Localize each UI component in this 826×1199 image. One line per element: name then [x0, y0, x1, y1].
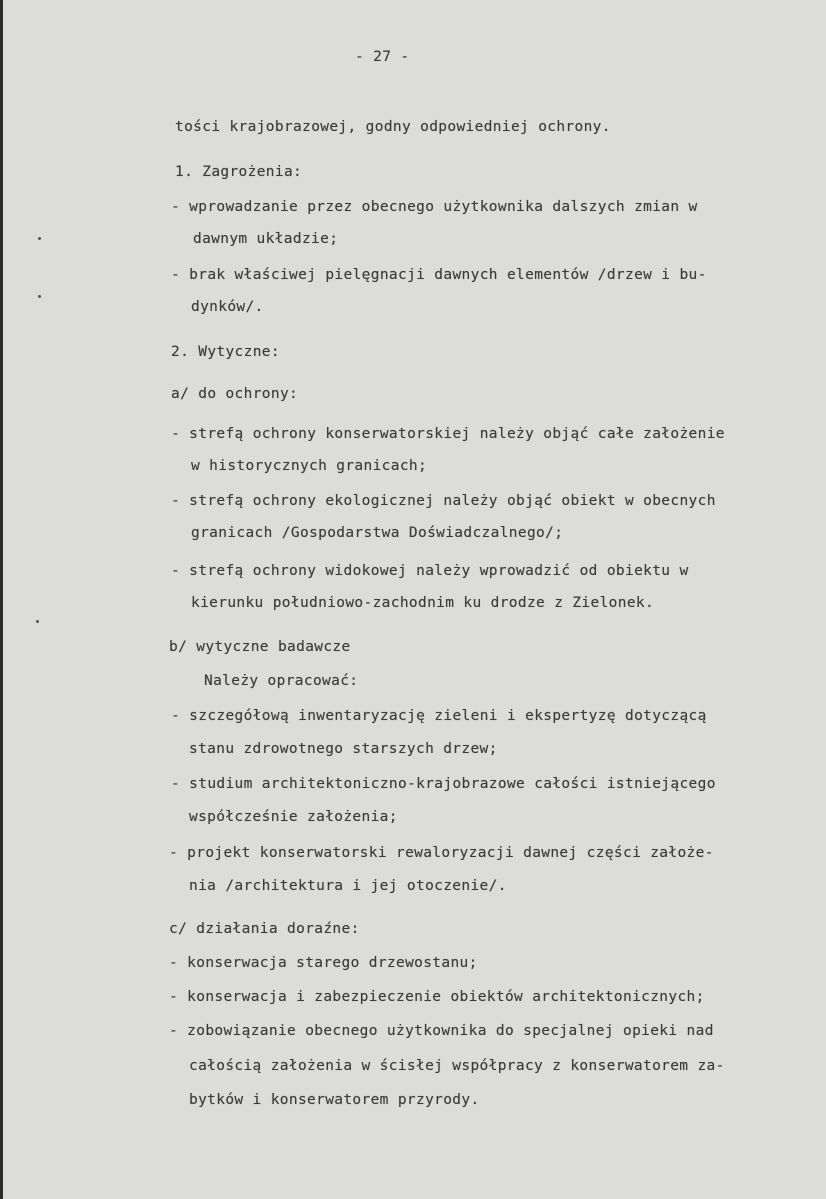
text-line: stanu zdrowotnego starszych drzew;: [189, 741, 498, 757]
list-item: - wprowadzanie przez obecnego użytkownika dalszych zmian w: [171, 199, 698, 215]
text-line: dynków/.: [191, 299, 264, 315]
list-item: - konserwacja i zabezpieczenie obiektów architektonicznych;: [169, 989, 705, 1005]
text-line: współcześnie założenia;: [189, 809, 398, 825]
text-line: bytków i konserwatorem przyrody.: [189, 1092, 480, 1108]
page-number: - 27 -: [355, 49, 410, 65]
list-item: - projekt konserwatorski rewaloryzacji dawnej części założe-: [169, 845, 714, 861]
section-heading: 2. Wytyczne:: [171, 344, 280, 360]
list-item: - zobowiązanie obecnego użytkownika do specjalnej opieki nad: [169, 1023, 714, 1039]
list-item: - studium architektoniczno-krajobrazowe całości istniejącego: [171, 776, 716, 792]
subsection-heading: a/ do ochrony:: [171, 386, 299, 402]
list-item: - strefą ochrony ekologicznej należy objąć obiekt w obecnych: [171, 493, 716, 509]
text-line: całością założenia w ścisłej współpracy z konserwatorem za-: [189, 1058, 725, 1074]
list-item: - strefą ochrony konserwatorskiej należy objąć całe założenie: [171, 426, 725, 442]
text-line: granicach /Gospodarstwa Doświadczalnego/;: [191, 525, 564, 541]
text-line: nia /architektura i jej otoczenie/.: [189, 878, 507, 894]
subsection-heading: b/ wytyczne badawcze: [169, 639, 351, 655]
text-line: kierunku południowo-zachodnim ku drodze z Zielonek.: [191, 595, 655, 611]
list-item: - szczegółową inwentaryzację zieleni i ekspertyzę dotyczącą: [171, 708, 707, 724]
list-item: - konserwacja starego drzewostanu;: [169, 955, 478, 971]
list-item: - strefą ochrony widokowej należy wprowadzić od obiektu w: [171, 563, 689, 579]
section-heading: 1. Zagrożenia:: [175, 164, 303, 180]
margin-mark: [38, 295, 41, 298]
subsection-heading: c/ działania doraźne:: [169, 921, 360, 937]
text-line: tości krajobrazowej, godny odpowiedniej ochrony.: [175, 119, 611, 135]
text-line: Należy opracować:: [204, 673, 359, 689]
list-item: - brak właściwej pielęgnacji dawnych elementów /drzew i bu-: [171, 267, 707, 283]
margin-mark: [36, 620, 39, 623]
margin-mark: [38, 237, 41, 240]
text-line: dawnym układzie;: [193, 231, 339, 247]
text-line: w historycznych granicach;: [191, 458, 428, 474]
